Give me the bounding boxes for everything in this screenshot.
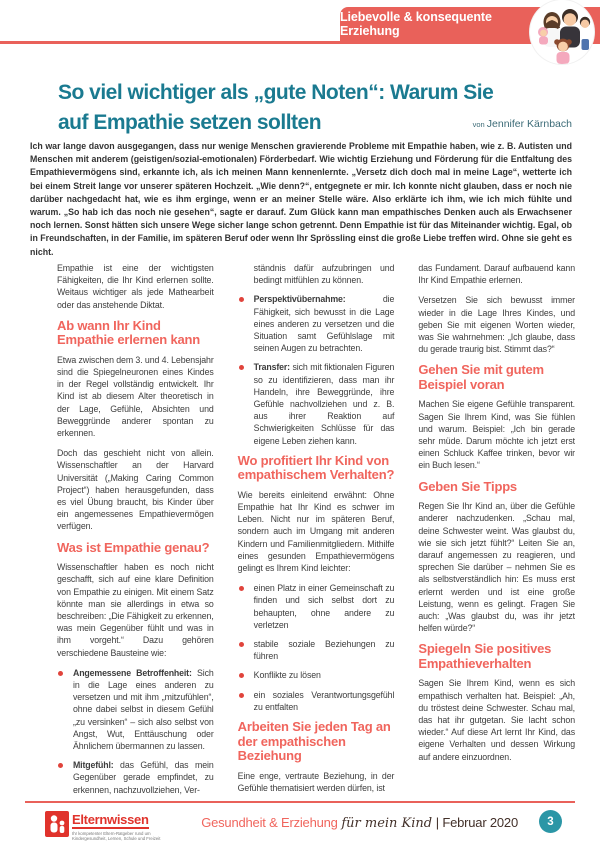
paragraph: Wissenschaftler haben es noch nicht geschafft, sich auf eine klare Definition von Empathie zu einigen. Mit einem Satz könnte man sie allerdings in etwa so beschreiben: „Die Fähigkeit zu erkennen, was mein Gegenüber fühlt und was in ihm vorgeht.“ Dazu gehören verschiedene Bausteine wie: (57, 562, 214, 658)
article-columns (57, 262, 575, 803)
bullet-dot-icon (239, 642, 244, 647)
bullet-body: die Fähigkeit, sich bewusst in die Lage eines anderen zu versetzen und die Situation samt Gefühlslage mit seinen Augen zu betrachten. (253, 294, 395, 354)
bullet-text: Konflikte zu lösen (253, 670, 321, 681)
bullet-item (57, 667, 214, 752)
bullet-item (57, 759, 214, 796)
paragraph: Doch das geschieht nicht von allein. Wissenschaftler an der Harvard Universität („Making Caring Common Project“) haben herausgefunden, dass es viel Übung braucht, bis Kinder über ein angemessenes Empathievermögen verfügen. (57, 448, 214, 532)
bullet-dot-icon (58, 763, 63, 768)
intro-paragraph: Ich war lange davon ausgegangen, dass nur wenige Menschen gravierende Probleme mit Empathie haben, wie z. B. Autisten und Menschen mit anderem (geistigen/sozial-emotionalen) Förderbedarf. Wie wichtig Erziehung und Förderung für die Entfaltung des Empathievermögens sind, erkannte ich, als ich meinen Mann kennenlernte. „Versetz dich doch mal in meine Lage“, wetterte ich bei einem Streit lange vor unserer späteren Hochzeit. „Wie denn?“, entgegnete er mir. Ich konnte nicht glauben, dass er noch nie darüber nachgedacht hat, wie es ihm erginge, wenn er an meiner Stelle wäre. Also erklärte ich ihm, wie ich mich fühlte und warum. „So hab ich das noch nie gesehen“, sagte er darauf. Zum Glück kann man empathisches Denken auch als Erwachsener noch lernen. Sonst hätten sich unsere Wege sicher lange schon getrennt. Denn Empathie ist für das Miteinander wichtig. Egal, ob in Freundschaften, in der Familie, im späteren Beruf oder wenn Ihr Sprössling einst die große Liebe treffen wird. Ohne sie geht es nicht. (30, 141, 572, 257)
bullet-dot-icon (239, 586, 244, 591)
bullet-lead: Angemessene Betroffenheit: (73, 667, 192, 678)
bullet-dot-icon (58, 671, 63, 676)
bullet-body: Sich in die Lage eines anderen zu versetzen und mit ihm „mitzufühlen“, ohne dabei selbst in diesem Gefühl „zu versinken“ – sich also selbst von Angst, Wut, Enttäuschung oder Ähnlichem übermannen zu lassen. (73, 667, 214, 751)
footer-rule (25, 801, 575, 803)
bullet-dot-icon (239, 297, 244, 302)
paragraph: Etwa zwischen dem 3. und 4. Lebensjahr sind die Spiegelneuronen eines Kindes in der Regel vollständig entwickelt. Ihr Kind ist ab diesem Alter theoretisch in der Lage, Gefühle, Absichten und Beweggründe anderer spontan zu erkennen. (57, 354, 214, 439)
paragraph: Eine enge, vertraute Beziehung, in der Gefühle thematisiert werden dürfen, ist (237, 770, 395, 793)
logo-text (72, 811, 164, 842)
bullet-body: das Gefühl, das mein Gegenüber gerade empfindet, zu erkennen, nachzuvollziehen, Ver- (73, 760, 214, 795)
bullet-continuation (238, 262, 395, 286)
bullet-text (73, 759, 214, 796)
bullet-lead: Mitgefühl: (73, 760, 114, 771)
section-heading: Arbeiten Sie jeden Tag an der empathischen Beziehung (237, 719, 391, 764)
bullet-text: ein soziales Verantwortungsgefühl zu entfalten (253, 689, 395, 712)
bullet-lead: Transfer: (253, 362, 290, 373)
bullet-dot-icon (239, 693, 244, 698)
byline (473, 114, 572, 132)
section-heading: Geben Sie Tipps (418, 478, 517, 494)
page-number-badge: 3 (539, 810, 562, 833)
article-title-line1: So viel wichtiger als „gute Noten“: Warum Sie (58, 81, 494, 105)
header-category-label: Liebevolle & konsequente Erziehung (340, 10, 492, 38)
paragraph: Machen Sie eigene Gefühle transparent. Sagen Sie Ihrem Kind, was Sie fühlen und warum. Beispiel: „Ich bin gerade sehr müde. Darum möchte ich jetzt erst einen Schluck Kaffee trinken, bevor wir ein Buch lesen.“ (418, 399, 576, 471)
issue-series: Gesundheit & Erziehung (201, 815, 338, 830)
issue-line (201, 815, 518, 831)
paragraph: Empathie ist eine der wichtigsten Fähigkeiten, die Ihr Kind erlernen sollte. Weitaus wichtiger als jede Mathearbeit oder das anstehende Diktat. (57, 263, 214, 310)
byline-prefix: von (472, 120, 487, 129)
paragraph: Wie bereits einleitend erwähnt: Ohne Empathie hat Ihr Kind es schwer im Leben. Nicht nur im späteren Beruf, sondern auch im Umgang mit anderen Kindern und Familienmitgliedern. Mithilfe eines gesunden Empathievermögens gelingt es Ihrem Kind leichter: (237, 489, 395, 574)
paragraph: das Fundament. Darauf aufbauend kann Ihr Kind Empathie erlernen. (418, 263, 576, 286)
paragraph: Sagen Sie Ihrem Kind, wenn es sich empathisch verhalten hat. Beispiel: „Ah, du tröstest deine Schwester. Schau mal, das hat ihr gutgetan. Sie lacht schon wieder.“ Auf diese Art lernt Ihr Kind, das eigene Verhalten und dessen Wirkung auf andere einzuordnen. (418, 678, 576, 762)
section-heading: Spiegeln Sie positives Empathieverhalten (418, 641, 552, 671)
bullet-dot-icon (239, 673, 244, 678)
bullet-body: sich mit fiktionalen Figuren so zu identifizieren, dass man ihr Handeln, ihre Beweggründe, ihre Gefühle nachvollziehen und z. B. aus ihrer Reaktion auf Schwierigkeiten Schlüsse für das eigene Leben ziehen kann. (253, 362, 395, 446)
section-heading: Was ist Empathie genau? (57, 539, 210, 555)
bullet-item (238, 582, 395, 631)
bullet-text: einen Platz in einer Gemeinschaft zu finden und sich selbst dort zu behaupten, ohne andere zu verletzen (253, 583, 395, 630)
section-heading: Wo profitiert Ihr Kind von empathischem Verhalten? (237, 452, 395, 483)
bullet-item (238, 638, 395, 662)
bullet-item (238, 361, 395, 446)
byline-author: Jennifer Kärnbach (486, 118, 572, 130)
family-illustration-icon (530, 0, 594, 64)
header-rule (0, 41, 600, 44)
bullet-text (73, 667, 214, 752)
elternwissen-logo-icon (45, 811, 69, 837)
section-heading: Ab wann Ihr Kind Empathie erlernen kann (57, 317, 200, 348)
bullet-text (254, 293, 395, 354)
bullet-text (254, 361, 395, 446)
family-cartoon (530, 0, 594, 64)
page-footer (0, 799, 600, 849)
issue-subtitle: für mein Kind (341, 816, 433, 831)
article-title-line2: auf Empathie setzen sollten (58, 111, 322, 135)
elternwissen-logo (45, 811, 164, 842)
paragraph: Regen Sie Ihr Kind an, über die Gefühle anderer nachzudenken. „Schau mal, deine Schwester weint. Was glaubst du, wie sie sich jetzt fühlt?“ Leiten Sie an, darauf angemessen zu reagieren, und sprechen Sie darüber – nehmen Sie es als selbstverständlich hin: Es muss erst erlernt werden und ist eine große Leistung, wenn es gelingt. Fragen Sie auch: „Was glaubst du, was ihr jetzt helfen würde?“ (418, 501, 576, 634)
issue-date: | Februar 2020 (435, 815, 518, 830)
paragraph: Versetzen Sie sich bewusst immer wieder in die Lage Ihres Kindes, und geben Sie mit eigenen Worten wieder, was Sie wahrnehmen: „Ich glaube, dass du gerade traurig bist. Stimmt das?“ (418, 295, 576, 355)
bullet-text: ständnis dafür aufzubringen und bedingt mitfühlen zu können. (253, 263, 395, 286)
bullet-dot-icon (239, 365, 244, 370)
bullet-lead: Perspektivübernahme: (253, 294, 346, 305)
bullet-item (238, 293, 395, 354)
article-title (58, 78, 493, 138)
logo-tagline: Ihr kompetenter Eltern-Ratgeber rund um Kindergesundheit, Lernen, Schule und Freizeit (72, 830, 161, 842)
bullet-item (238, 689, 395, 713)
column-1 (57, 262, 214, 803)
bullet-text: stabile soziale Beziehungen zu führen (253, 639, 395, 662)
logo-wordmark: Elternwissen (72, 812, 149, 827)
bullet-item (238, 669, 395, 681)
section-heading: Gehen Sie mit gutem Beispiel voran (418, 362, 544, 392)
column-2 (238, 262, 395, 803)
column-3 (418, 262, 575, 803)
